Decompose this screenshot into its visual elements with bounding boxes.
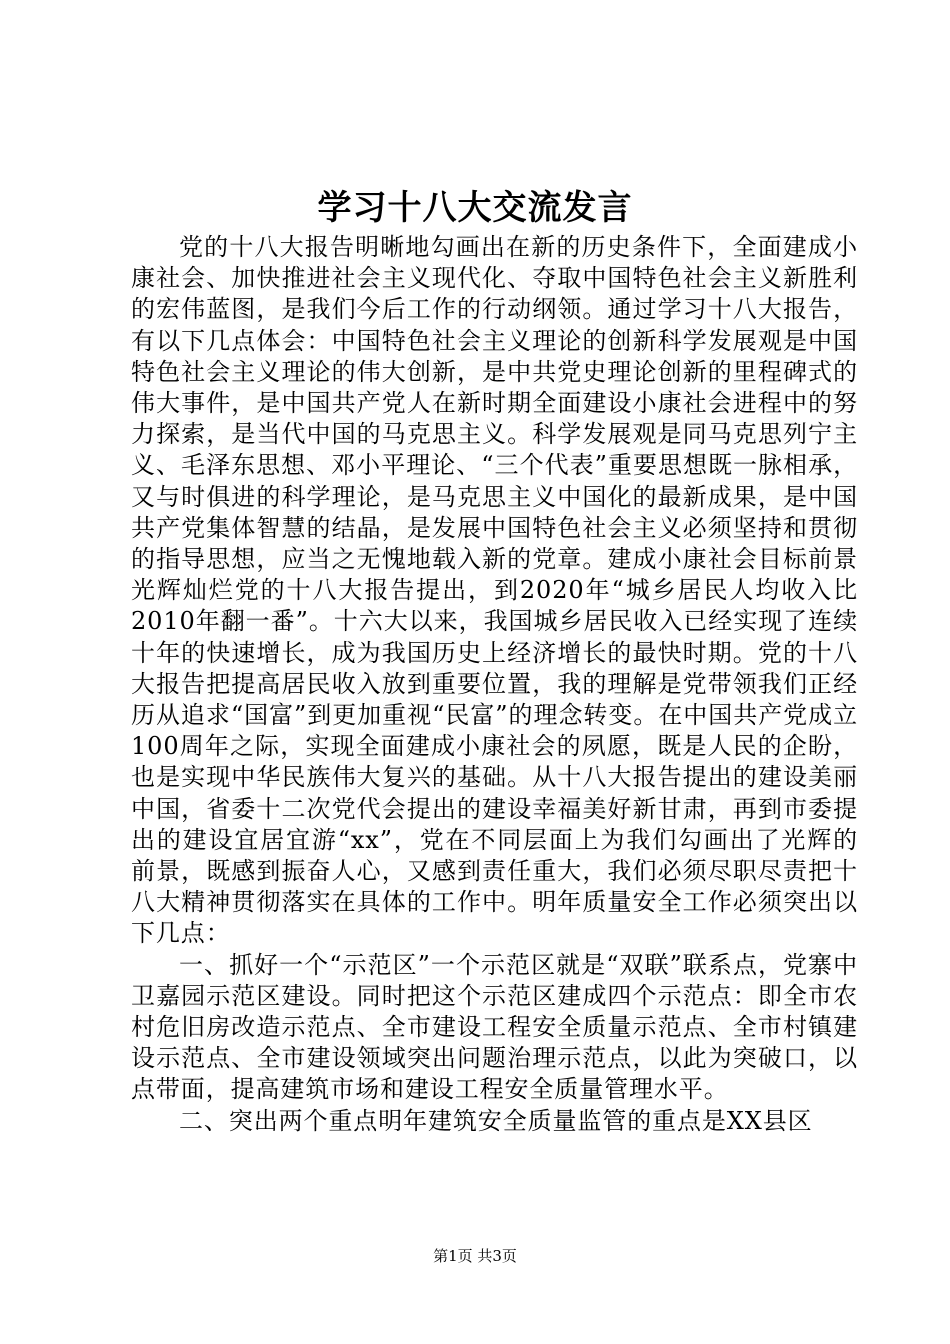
document-title: 学习十八大交流发言 — [317, 188, 633, 228]
paragraph-intro: 党的十八大报告明晰地勾画出在新的历史条件下，全面建成小康社会、加快推进社会主义现代化、夺取中国特色社会主义新胜利的宏伟蓝图，是我们今后工作的行动纲领。通过学习十八大报告，有以下几点体会：中国特色社会主义理论的创新科学发展观是中国特色社会主义理论的伟大创新，是中共党史理论创新的里程碑式的伟大事件，是中国共产党人在新时期全面建设小康社会进程中的努力探索，是当代中国的马克思主义。科学发展观是同马克思列宁主义、毛泽东思想、邓小平理论、“三个代表”重要思想既一脉相承，又与时俱进的科学理论，是马克思主义中国化的最新成果，是中国共产党集体智慧的结晶，是发展中国特色社会主义必须坚持和贯彻的指导思想，应当之无愧地载入新的党章。建成小康社会目标前景光辉灿烂党的十八大报告提出，到2020年“城乡居民人均收入比2010年翻一番”。十六大以来，我国城乡居民收入已经实现了连续十年的快速增长，成为我国历史上经济增长的最快时期。党的十八大报告把提高居民收入放到重要位置，我的理解是党带领我们正经历从追求“国富”到更加重视“民富”的理念转变。在中国共产党成立100周年之际，实现全面建成小康社会的夙愿，既是人民的企盼，也是实现中华民族伟大复兴的基础。从十八大报告提出的建设美丽中国，省委十二次党代会提出的建设幸福美好新甘肃，再到市委提出的建设宜居宜游“xx”，党在不同层面上为我们勾画出了光辉的前景，既感到振奋人心，又感到责任重大，我们必须尽职尽责把十八大精神贯彻落实在具体的工作中。明年质量安全工作必须突出以下几点： — [131, 233, 858, 948]
page-footer: 第1页 共3页 — [433, 1247, 517, 1265]
paragraph-point-one: 一、抓好一个“示范区”一个示范区就是“双联”联系点，党寨中卫嘉园示范区建设。同时把这个示范区建成四个示范点：即全市农村危旧房改造示范点、全市建设工程安全质量示范点、全市村镇建设示范点、全市建设领域突出问题治理示范点，以此为突破口，以点带面，提高建筑市场和建设工程安全质量管理水平。 — [131, 950, 858, 1104]
paragraph-point-two: 二、突出两个重点明年建筑安全质量监管的重点是XX县区 — [179, 1106, 813, 1135]
document-body — [131, 232, 858, 1137]
